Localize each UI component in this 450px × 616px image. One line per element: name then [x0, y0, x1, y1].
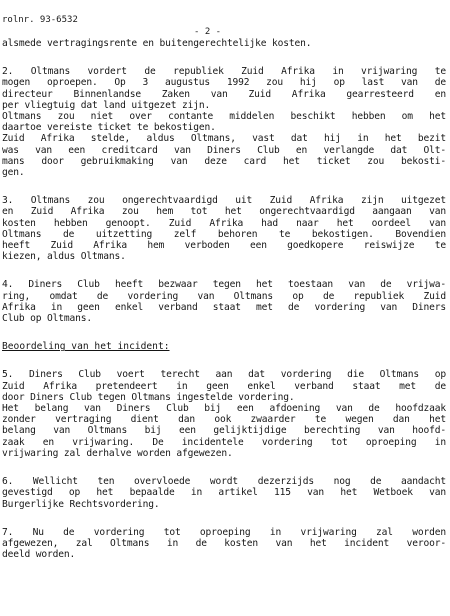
text-line: 4. Diners Club heeft bezwaar tegen het toestaan van de vrijwa- [2, 279, 446, 291]
text-line: ring, omdat de vordering van Oltmans op de republiek Zuid [2, 290, 446, 302]
text-line: heeft Zuid Afrika hem verboden een goedkopere reiswijze te [2, 240, 446, 252]
page-header [2, 2, 448, 37]
text-line: Burgerlijke Rechtsvordering. [2, 498, 160, 510]
paragraph-2 [2, 66, 446, 178]
text-line: Afrika in geen enkel verband staat met de vordering van Diners [2, 301, 446, 313]
text-line: deeld worden. [2, 549, 76, 561]
text-line: 7. Nu de vordering tot oproeping in vrijwaring zal worden [2, 526, 446, 538]
text-line: mans door gebruikmaking van deze card het ticket zou bekosti- [2, 155, 446, 167]
text-line: kiezen, aldus Oltmans. [2, 251, 126, 263]
paragraph-1-continuation [2, 38, 446, 49]
page-number: - 2 - [194, 27, 222, 37]
text-line: Zuid Afrika pretendeert in geen enkel verband staat met de [2, 380, 446, 392]
paragraph-6 [2, 476, 446, 510]
text-line: directeur Binnenlandse Zaken van Zuid Afrika gearresteerd en [2, 88, 446, 100]
text-line: gen. [2, 167, 25, 179]
text-line: kosten hebben genoopt. Zuid Afrika had naar het oordeel van [2, 217, 446, 229]
text-line: zonder vertraging dient dan ook zwaarder te wegen dan het [2, 414, 446, 426]
text-line: 2. Oltmans vordert de republiek Zuid Afrika in vrijwaring te [2, 66, 446, 78]
text-line: vrijwaring zal derhalve worden afgewezen. [2, 447, 233, 459]
text-line: Club op Oltmans. [2, 313, 93, 325]
text-line: Oltmans zou niet over contante middelen beschikt hebben om het [2, 111, 446, 123]
text-line: zaak en vrijwaring. De incidentele vordering tot oproeping in [2, 436, 446, 448]
text-line: 3. Oltmans zou ongerechtvaardigd uit Zuid Afrika zijn uitgezet [2, 195, 446, 207]
text-line: Oltmans de uitzetting zelf behoren te bekostigen. Bovendien [2, 228, 446, 240]
paragraph-4 [2, 279, 446, 324]
text-line: gevestigd op het bepaalde in artikel 115 van het Wetboek van [2, 487, 446, 499]
text-line: per vliegtuig dat land uitgezet zijn. [2, 99, 211, 111]
text-line: belang van Oltmans bij een gelijktijdige berechting van hoofd- [2, 425, 446, 437]
text-line: Het belang van Diners Club bij een afdoening van de hoofdzaak [2, 403, 446, 415]
text-line: 6. Wellicht ten overvloede wordt dezerzijds nog de aandacht [2, 476, 446, 488]
text-line: 5. Diners Club voert terecht aan dat vordering die Oltmans op [2, 369, 446, 381]
text-line: door Diners Club tegen Oltmans ingestelde vordering. [2, 391, 295, 403]
text-line: was van een creditcard van Diners Club en verlangde dat Olt- [2, 144, 446, 156]
text-line: alsmede vertragingsrente en buitengerechtelijke kosten. [2, 38, 312, 49]
text-line: mogen oproepen. Op 3 augustus 1992 zou hij op last van de [2, 77, 446, 89]
text-line: Zuid Afrika stelde, aldus Oltmans, vast dat hij in het bezit [2, 133, 446, 145]
section-heading: Beoordeling van het incident: [2, 341, 170, 353]
text-line: en Zuid Afrika zou hem tot het ongerechtvaardigd aangaan van [2, 206, 446, 218]
case-number: rolnr. 93-6532 [2, 15, 78, 25]
document-body [2, 38, 446, 560]
paragraph-3 [2, 195, 446, 262]
text-line: daartoe vereiste ticket te bekostigen. [2, 122, 216, 134]
paragraph-5 [2, 369, 446, 459]
paragraph-7 [2, 527, 446, 561]
text-line: afgewezen, zal Oltmans in de kosten van het incident veroor- [2, 537, 446, 549]
